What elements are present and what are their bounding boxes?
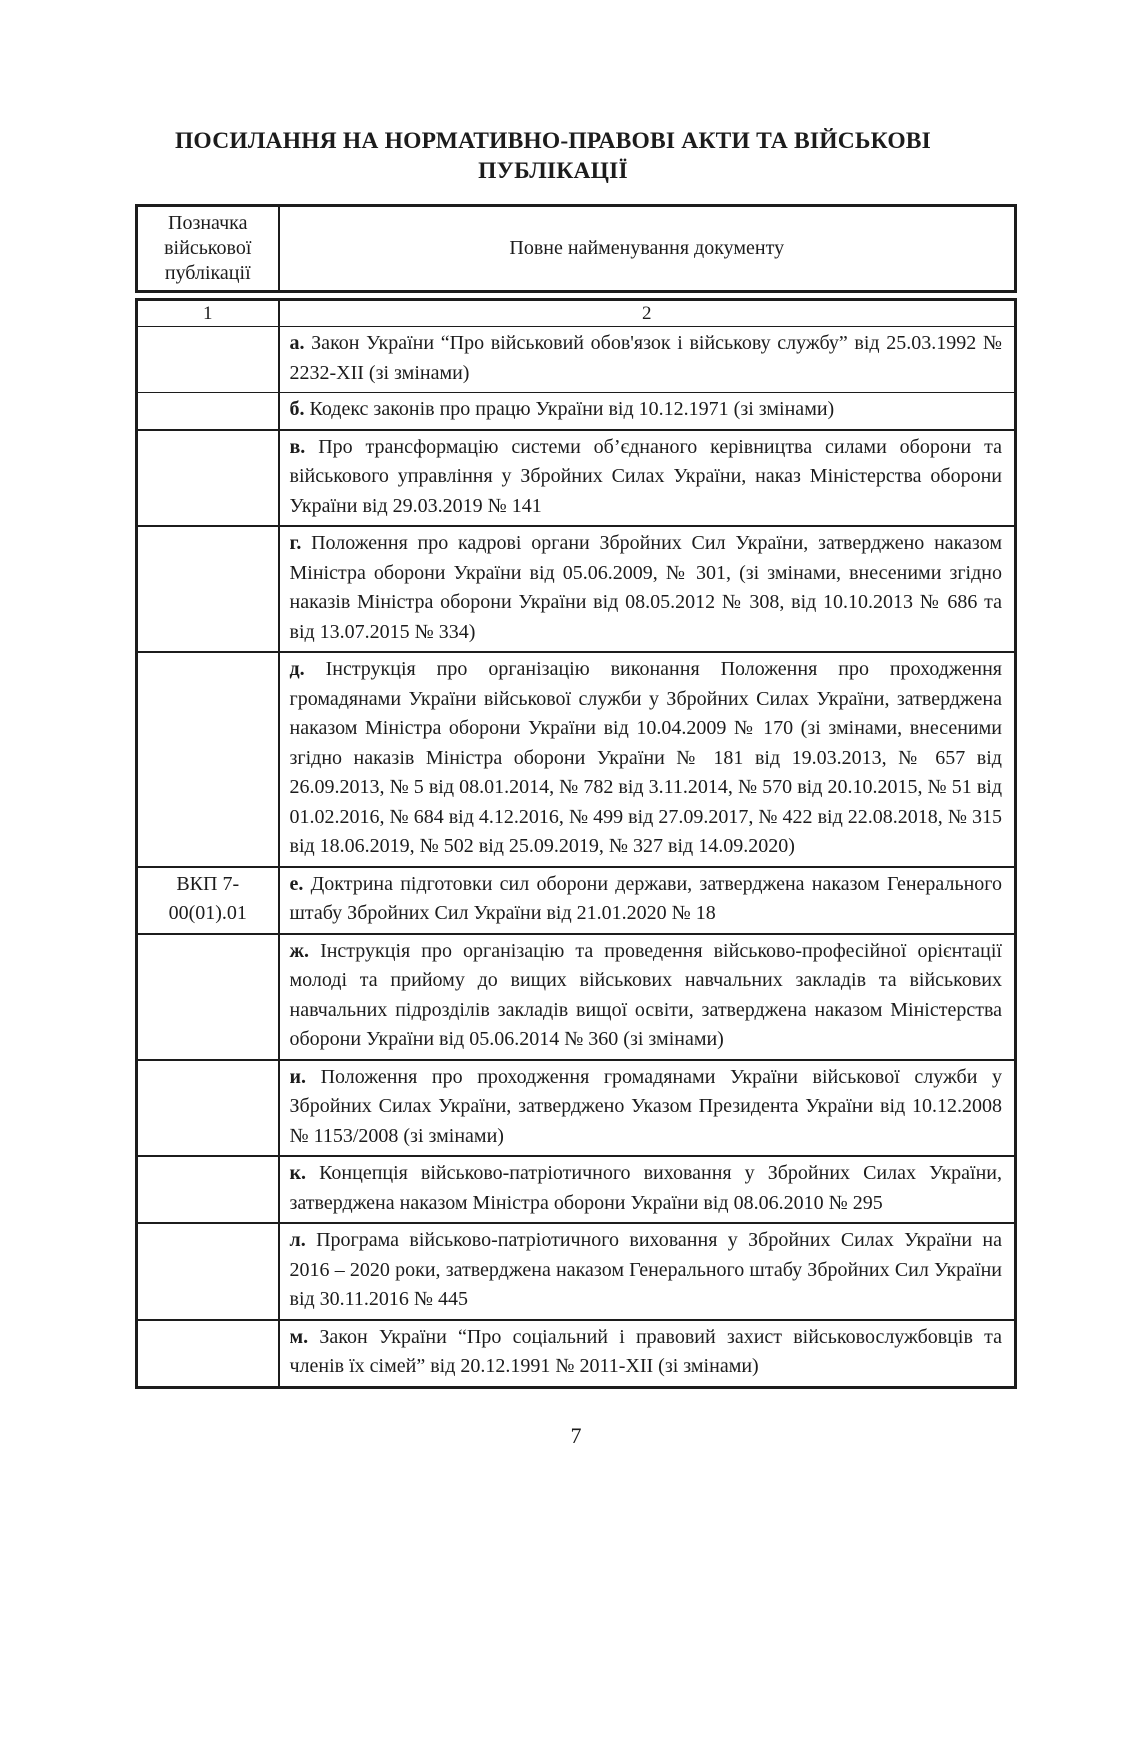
table-row (137, 327, 1016, 393)
document-name-cell: и. Положення про проходження громадянами України військової служби у Збройних Силах України, затверджено Указом Президента України від 10.12.2008 № 1153/2008 (зі змінами) (279, 1060, 1016, 1157)
table-row (137, 1320, 1016, 1388)
publication-mark-cell (137, 1156, 279, 1223)
item-letter: л. (289, 1229, 306, 1251)
item-letter: м. (289, 1325, 309, 1348)
table-row (137, 1060, 1016, 1157)
document-name-cell: г. Положення про кадрові органи Збройних Сил України, затверджено наказом Міністра оборони України від 05.06.2009, № 301, (зі змінами, внесеними згідно наказів Міністра оборони України від 08.05.2012 № 308, від 10.10.2013 № 686 та від 13.07.2015 № 334) (279, 526, 1016, 652)
table-row (137, 526, 1016, 652)
publication-mark-cell (137, 1320, 279, 1388)
publication-mark-cell (137, 1223, 279, 1320)
item-letter: в. (289, 435, 306, 458)
document-name-cell: к. Концепція військово-патріотичного виховання у Збройних Силах України, затверджена наказом Міністра оборони України від 08.06.2010 № 295 (279, 1156, 1016, 1223)
item-letter: б. (289, 398, 305, 420)
header-document-name: Повне найменування документу (509, 237, 785, 259)
document-name-cell: ж. Інструкція про організацію та проведення військово-професійної орієнтації молоді та прийому до вищих військових навчальних закладів та військових навчальних підрозділів закладів вищої освіти, затверджена наказом Міністерства оборони України від 05.06.2014 № 360 (зі змінами) (279, 934, 1016, 1060)
document-name-cell: а. Закон України “Про військовий обов'язок і військову службу” від 25.03.1992 № 2232-XII (зі змінами) (279, 327, 1016, 393)
column-number-row (137, 300, 1016, 327)
document-name-cell: д. Інструкція про організацію виконання Положення про проходження громадянами України військової служби у Збройних Силах України, затверджена наказом Міністра оборони України від 10.04.2009 № 170 (зі змінами, внесеними згідно наказів Міністра оборони України № 181 від 19.03.2013, № 657 від 26.09.2013, № 5 від 08.01.2014, № 782 від 3.11.2014, № 570 від 20.10.2015, № 51 від 01.02.2016, № 684 від 4.12.2016, № 499 від 27.09.2017, № 422 від 22.08.2018, № 315 від 18.06.2019, № 502 від 25.09.2019, № 327 від 14.09.2020) (279, 652, 1016, 867)
column-number-1: 1 (137, 300, 279, 327)
document-name-cell: в. Про трансформацію системи об’єднаного керівництва силами оборони та військового управління у Збройних Силах України, наказ Міністерства оборони України від 29.03.2019 № 141 (279, 430, 1016, 527)
document-name-cell: л. Програма військово-патріотичного виховання у Збройних Силах України на 2016 – 2020 роки, затверджена наказом Генерального штабу Збройних Сил України від 30.11.2016 № 445 (279, 1223, 1016, 1320)
item-letter: е. (289, 872, 304, 895)
table-row (137, 934, 1016, 1060)
table-row (137, 652, 1016, 867)
document-name-cell: е. Доктрина підготовки сил оборони держави, затверджена наказом Генерального штабу Збройних Сил України від 21.01.2020 № 18 (279, 867, 1016, 934)
item-letter: а. (289, 332, 305, 354)
publication-mark-cell (137, 1060, 279, 1157)
publication-mark-cell (137, 327, 279, 393)
publication-mark-cell (137, 393, 279, 430)
column-number-2: 2 (279, 300, 1016, 327)
publication-mark-cell (137, 430, 279, 527)
table-header (135, 204, 1017, 293)
header-publication-mark: Позначка військової публікації (137, 206, 279, 292)
table-row (137, 1223, 1016, 1320)
table-row (137, 867, 1016, 934)
item-letter: к. (289, 1162, 307, 1184)
table-row (137, 1156, 1016, 1223)
document-name-cell: м. Закон України “Про соціальний і правовий захист військовослужбовців та членів їх сімей” від 20.12.1991 № 2011-XII (зі змінами) (279, 1320, 1016, 1388)
item-letter: д. (289, 658, 305, 680)
scanned-document-page (0, 126, 1142, 1741)
table-row (137, 430, 1016, 527)
publication-mark-cell (137, 652, 279, 867)
table-body (135, 298, 1017, 1389)
document-name-cell: б. Кодекс законів про працю України від 10.12.1971 (зі змінами) (279, 393, 1016, 430)
page-number: 7 (570, 1422, 582, 1448)
page-title: ПОСИЛАННЯ НА НОРМАТИВНО-ПРАВОВІ АКТИ ТА ВІЙСЬКОВІ ПУБЛІКАЦІЇ (174, 128, 932, 184)
item-letter: г. (289, 532, 302, 554)
references-table (135, 204, 1017, 1389)
publication-mark-cell (137, 526, 279, 652)
table-row (137, 393, 1016, 430)
table-header-row (137, 206, 1016, 292)
item-letter: и. (289, 1065, 307, 1088)
publication-mark-cell: ВКП 7-00(01).01 (137, 867, 279, 934)
table-rows (137, 300, 1016, 1388)
item-letter: ж. (289, 939, 310, 962)
publication-mark-cell (137, 934, 279, 1060)
